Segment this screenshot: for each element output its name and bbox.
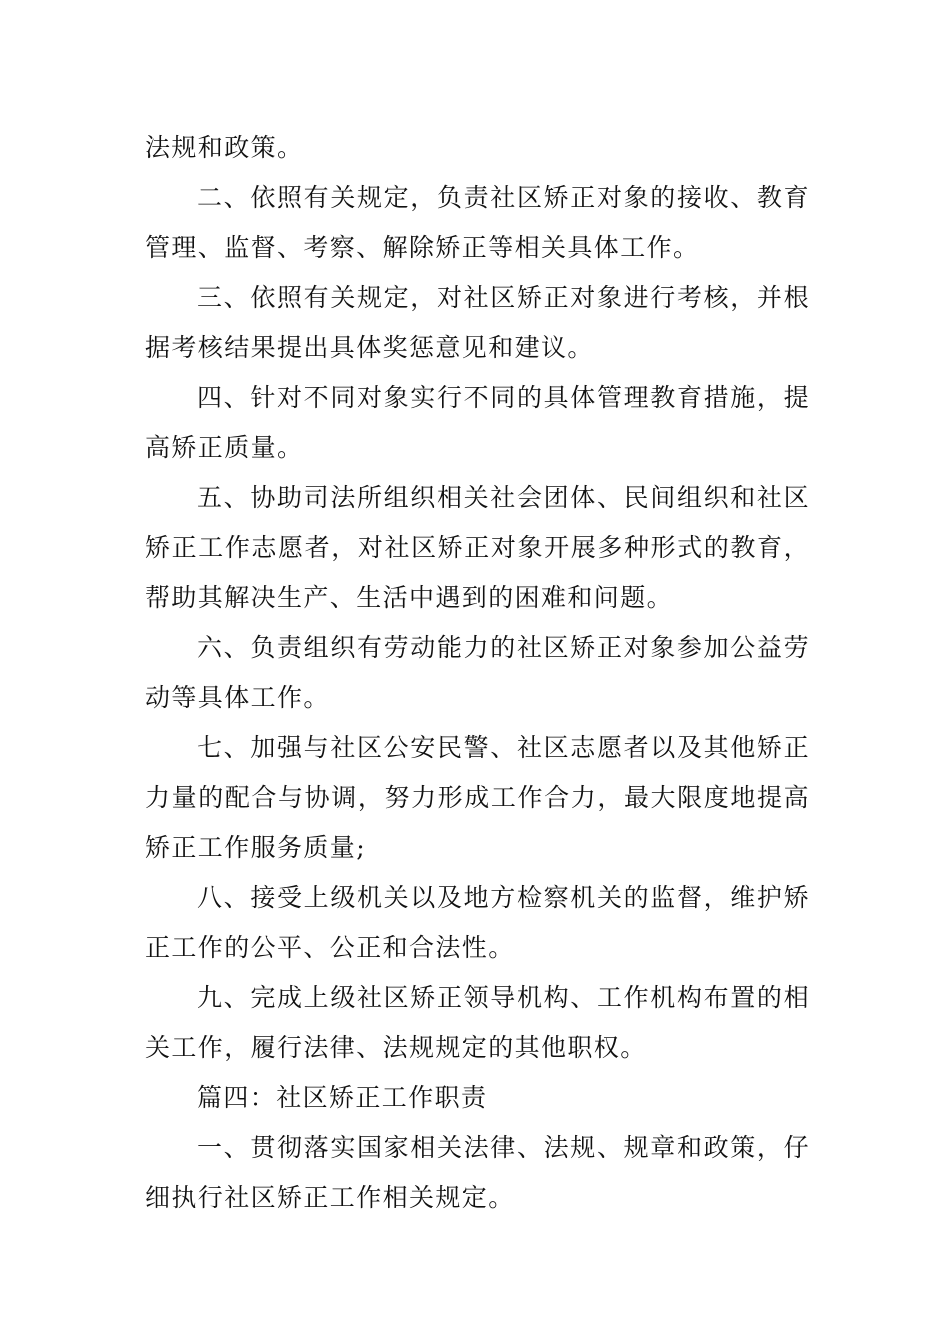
document-body <box>145 123 810 1223</box>
paragraph-item-7: 七、加强与社区公安民警、社区志愿者以及其他矫正力量的配合与协调，努力形成工作合力，最大限度地提高矫正工作服务质量; <box>145 733 810 862</box>
paragraph-item-1: 一、贯彻落实国家相关法律、法规、规章和政策，仔细执行社区矫正工作相关规定。 <box>145 1133 810 1212</box>
paragraph-item-9: 九、完成上级社区矫正领导机构、工作机构布置的相关工作，履行法律、法规规定的其他职权。 <box>145 983 810 1062</box>
paragraph-item-8: 八、接受上级机关以及地方检察机关的监督，维护矫正工作的公平、公正和合法性。 <box>145 883 810 962</box>
paragraph-item-6: 六、负责组织有劳动能力的社区矫正对象参加公益劳动等具体工作。 <box>145 633 810 712</box>
paragraph-item-3: 三、依照有关规定，对社区矫正对象进行考核，并根据考核结果提出具体奖惩意见和建议。 <box>145 283 810 362</box>
paragraph-item-5: 五、协助司法所组织相关社会团体、民间组织和社区矫正工作志愿者，对社区矫正对象开展多种形式的教育，帮助其解决生产、生活中遇到的困难和问题。 <box>145 483 810 612</box>
paragraph-item-4: 四、针对不同对象实行不同的具体管理教育措施，提高矫正质量。 <box>145 383 810 462</box>
paragraph-item-2: 二、依照有关规定，负责社区矫正对象的接收、教育管理、监督、考察、解除矫正等相关具体工作。 <box>145 183 810 262</box>
section-heading: 篇四：社区矫正工作职责 <box>197 1083 488 1112</box>
paragraph-continuation: 法规和政策。 <box>145 133 304 162</box>
